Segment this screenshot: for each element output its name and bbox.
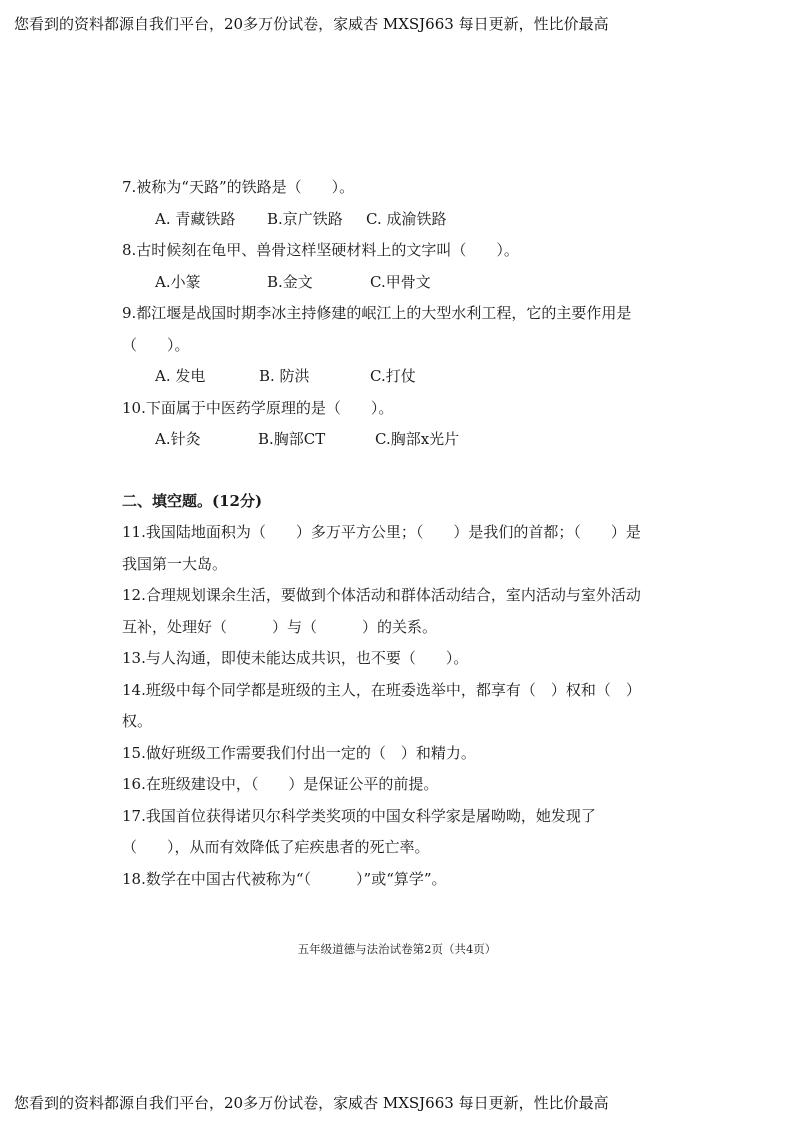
q15: 15.做好班级工作需要我们付出一定的（ ）和精力。 — [122, 743, 476, 762]
page-footer: 五年级道德与法治试卷第2页（共4页） — [297, 942, 497, 956]
q8-option-c: C.甲骨文 — [370, 272, 431, 291]
q8-option-a: A.小篆 — [155, 272, 201, 291]
exam-content — [122, 172, 682, 895]
section-2-title: 二、填空题。(12分) — [122, 491, 263, 510]
q10-option-c: C.胸部x光片 — [375, 430, 460, 448]
bottom-banner: 您看到的资料都源自我们平台，20多万份试卷，家威杏 MXSJ663 每日更新，性比价最高 — [14, 1094, 609, 1112]
q13: 13.与人沟通，即使未能达成共识，也不要（ ）。 — [122, 649, 469, 667]
q17-line2: （ ），从而有效降低了疟疾患者的死亡率。 — [122, 838, 430, 856]
q16: 16.在班级建设中，（ ）是保证公平的前提。 — [122, 775, 439, 793]
q9-stem-line2: （ ）。 — [122, 335, 190, 354]
q17-line1: 17.我国首位获得诺贝尔科学类奖项的中国女科学家是屠呦呦，她发现了 — [122, 806, 596, 825]
q10-stem: 10.下面属于中医药学原理的是（ ）。 — [122, 398, 394, 417]
q11-line1: 11.我国陆地面积为（ ）多万平方公里；（ ）是我们的首都；（ ）是 — [122, 523, 641, 541]
q9-options — [122, 361, 682, 393]
q7-option-b: B.京广铁路 — [267, 209, 343, 228]
q11-line2: 我国第一大岛。 — [122, 554, 228, 573]
q10-option-b: B.胸部CT — [258, 430, 326, 448]
q8-stem: 8.古时候刻在龟甲、兽骨这样坚硬材料上的文字叫（ ）。 — [122, 241, 519, 259]
q7-stem: 7.被称为“天路”的铁路是（ ）。 — [122, 178, 355, 196]
q8-option-b: B.金文 — [267, 272, 313, 291]
q9-stem-line1: 9.都江堰是战国时期李冰主持修建的岷江上的大型水利工程，它的主要作用是 — [122, 304, 632, 322]
q9-option-c: C.打仗 — [370, 367, 416, 385]
q12-line1: 12.合理规划课余生活，要做到个体活动和群体活动结合，室内活动与室外活动 — [122, 586, 641, 604]
q9-option-b: B. 防洪 — [259, 367, 310, 385]
q9-option-a: A. 发电 — [155, 367, 206, 385]
top-banner: 您看到的资料都源自我们平台，20多万份试卷，家威杏 MXSJ663 每日更新，性比价最高 — [14, 15, 609, 33]
q10-options — [122, 424, 682, 456]
q14-line1: 14.班级中每个同学都是班级的主人，在班委选举中，都享有（ ）权和（ ） — [122, 680, 641, 699]
q8-options — [122, 267, 682, 299]
q18: 18.数学在中国古代被称为“（ ）”或“算学”。 — [122, 869, 447, 888]
q7-option-a: A. 青藏铁路 — [155, 209, 236, 228]
q14-line2: 权。 — [122, 712, 153, 730]
q7-option-c: C. 成渝铁路 — [366, 209, 447, 228]
q10-option-a: A.针灸 — [155, 430, 201, 448]
q7-options — [122, 204, 682, 236]
q12-line2: 互补，处理好（ ）与（ ）的关系。 — [122, 617, 438, 636]
